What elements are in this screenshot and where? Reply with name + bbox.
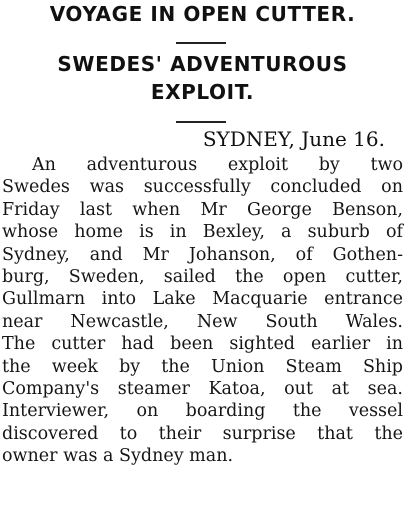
article-body [2,154,403,467]
dateline: SYDNEY, June 16. [202,127,385,151]
headline-divider [176,42,226,44]
body-line: burg, Sweden, sailed the open cutter, [2,266,403,287]
body-line: Interviewer, on boarding the vessel [2,401,403,422]
body-line: Gullmarn into Lake Macquarie entrance [2,289,403,310]
subheadline-line-1: SWEDES' ADVENTUROUS [57,52,348,76]
subheadline-line-2: EXPLOIT. [150,80,255,104]
body-line: the week by the Union Steam Ship [2,356,403,377]
body-line: whose home is in Bexley, a suburb of [2,222,403,243]
body-line: Swedes was successfully concluded on [2,177,403,198]
body-line: Company's steamer Katoa, out at sea. [2,378,403,399]
headline: VOYAGE IN OPEN CUTTER. [49,2,356,26]
body-line: Friday last when Mr George Benson, [2,199,403,220]
body-line: near Newcastle, New South Wales. [2,311,403,332]
subheadline-divider [176,121,226,123]
body-line: discovered to their surprise that the [2,423,403,444]
body-line: owner was a Sydney man. [2,446,234,467]
body-line: The cutter had been sighted earlier in [2,334,403,355]
body-line: An adventurous exploit by two [32,155,403,175]
body-line: Sydney, and Mr Johanson, of Gothen- [2,244,403,265]
